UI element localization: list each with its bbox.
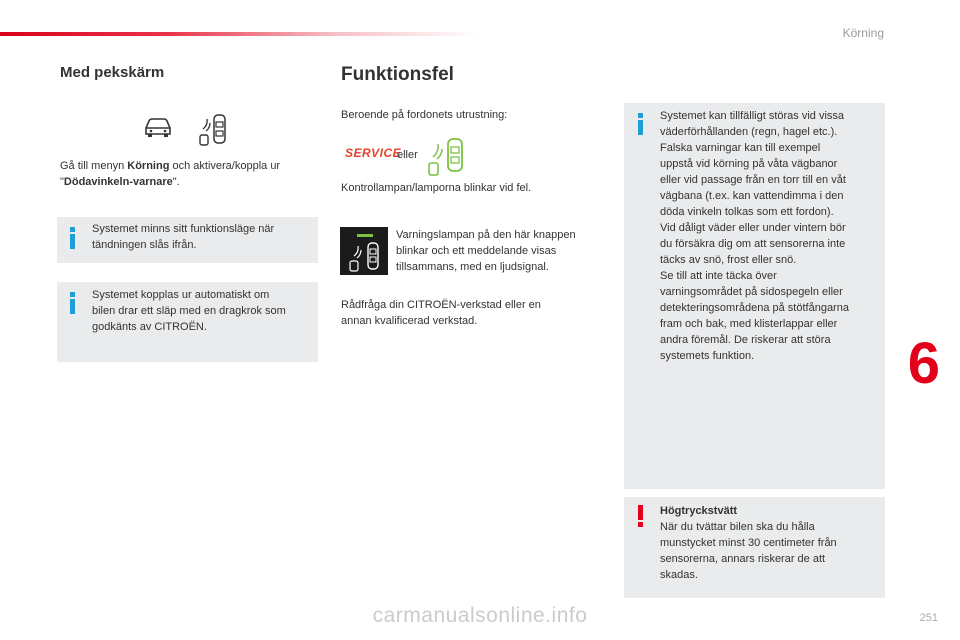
text-line: munstycket minst 30 centimeter från [660, 537, 837, 549]
text-line: eller vid passage från en torr till en våt [660, 174, 846, 186]
info-note-memory [57, 217, 318, 263]
note-line: godkänts av CITROËN. [92, 321, 207, 333]
function-name: Dödavinkeln-varnare [63, 176, 173, 188]
text-line: Varningslampan på den här knappen [396, 229, 576, 241]
consult-workshop [341, 297, 541, 329]
info-note-trailer [57, 282, 318, 362]
info-icon [69, 292, 77, 314]
warning-icon [637, 505, 645, 527]
text-line: skadas. [660, 569, 698, 581]
text-line: När du tvättar bilen ska du hålla [660, 521, 815, 533]
text-line: Se till att inte täcka över [660, 270, 777, 282]
text-line: detekteringsområdena på stötfångarna [660, 302, 849, 314]
malfunction-section-title: Funktionsfel [341, 64, 454, 85]
quote-open: " [60, 176, 64, 188]
info-icon [637, 113, 645, 135]
text-line: varningsområdet på sidospegeln eller [660, 286, 843, 298]
car-icon [143, 116, 173, 138]
text-line: vägbana (t.ex. kan vattendimma i den [660, 190, 844, 202]
chapter-number: 6 [907, 331, 940, 396]
button-warning-description [396, 227, 576, 275]
text-line: Systemet kan tillfälligt störas vid vissa [660, 110, 845, 122]
text-line: döda vinkeln tolkas som ett fordon). [660, 206, 834, 218]
warning-title: Högtryckstvätt [660, 505, 738, 517]
text-line: fram och bak, med klisterlappar eller [660, 318, 838, 330]
warning-note-pressure-wash [624, 497, 885, 598]
note-line: Systemet minns sitt funktionsläge när [92, 223, 275, 235]
text-line: systemets funktion. [660, 350, 755, 362]
page-number: 251 [919, 612, 938, 624]
chapter-title: Körning [842, 26, 884, 40]
touchscreen-section-title: Med pekskärm [60, 64, 165, 81]
service-warning-icon: SERVICE [345, 146, 402, 160]
blind-spot-button-icon [340, 227, 388, 275]
chapter-accent-bar [0, 32, 480, 36]
blind-spot-sensor-icon [196, 113, 230, 147]
text-line: Rådfråga din CITROËN-verkstad eller en [341, 299, 541, 311]
text-line: tillsammans, med en ljudsignal. [396, 261, 549, 273]
info-icon [69, 227, 77, 249]
text-line: uppstå vid körning på våta vägbanor [660, 158, 838, 170]
text-line: väderförhållanden (regn, hagel etc.). [660, 126, 838, 138]
watermark: carmanualsonline.info [372, 604, 588, 627]
info-note-interference [624, 103, 885, 489]
text-line: sensorerna, annars riskerar de att [660, 553, 826, 565]
instruction-mid: och aktivera/koppla ur [169, 160, 281, 172]
text-line: blinkar och ett meddelande visas [396, 245, 557, 257]
menu-name: Körning [127, 160, 170, 172]
text-line: annan kvalificerad verkstad. [341, 315, 478, 327]
note-line: bilen drar ett släp med en dragkrok som [92, 305, 286, 317]
note-line: tändningen slås ifrån. [92, 239, 197, 251]
blind-spot-warning-lamp-icon [424, 137, 466, 177]
activation-instruction [60, 158, 320, 190]
text-line: andra föremål. De riskerar att störa [660, 334, 831, 346]
blink-description: Kontrollampan/lamporna blinkar vid fel. [341, 182, 532, 194]
text-line: täcks av snö, frost eller snö. [660, 254, 797, 266]
instruction-prefix: Gå till menyn [60, 160, 128, 172]
or-word: eller [397, 149, 418, 161]
note-line: Systemet kopplas ur automatiskt om [92, 289, 270, 301]
text-line: du försäkra dig om att sensorerna inte [660, 238, 846, 250]
text-line: Falska varningar kan till exempel [660, 142, 821, 154]
quote-close: ". [172, 176, 180, 188]
equipment-intro: Beroende på fordonets utrustning: [341, 109, 508, 121]
text-line: Vid dåligt väder eller under vintern bör [660, 222, 846, 234]
